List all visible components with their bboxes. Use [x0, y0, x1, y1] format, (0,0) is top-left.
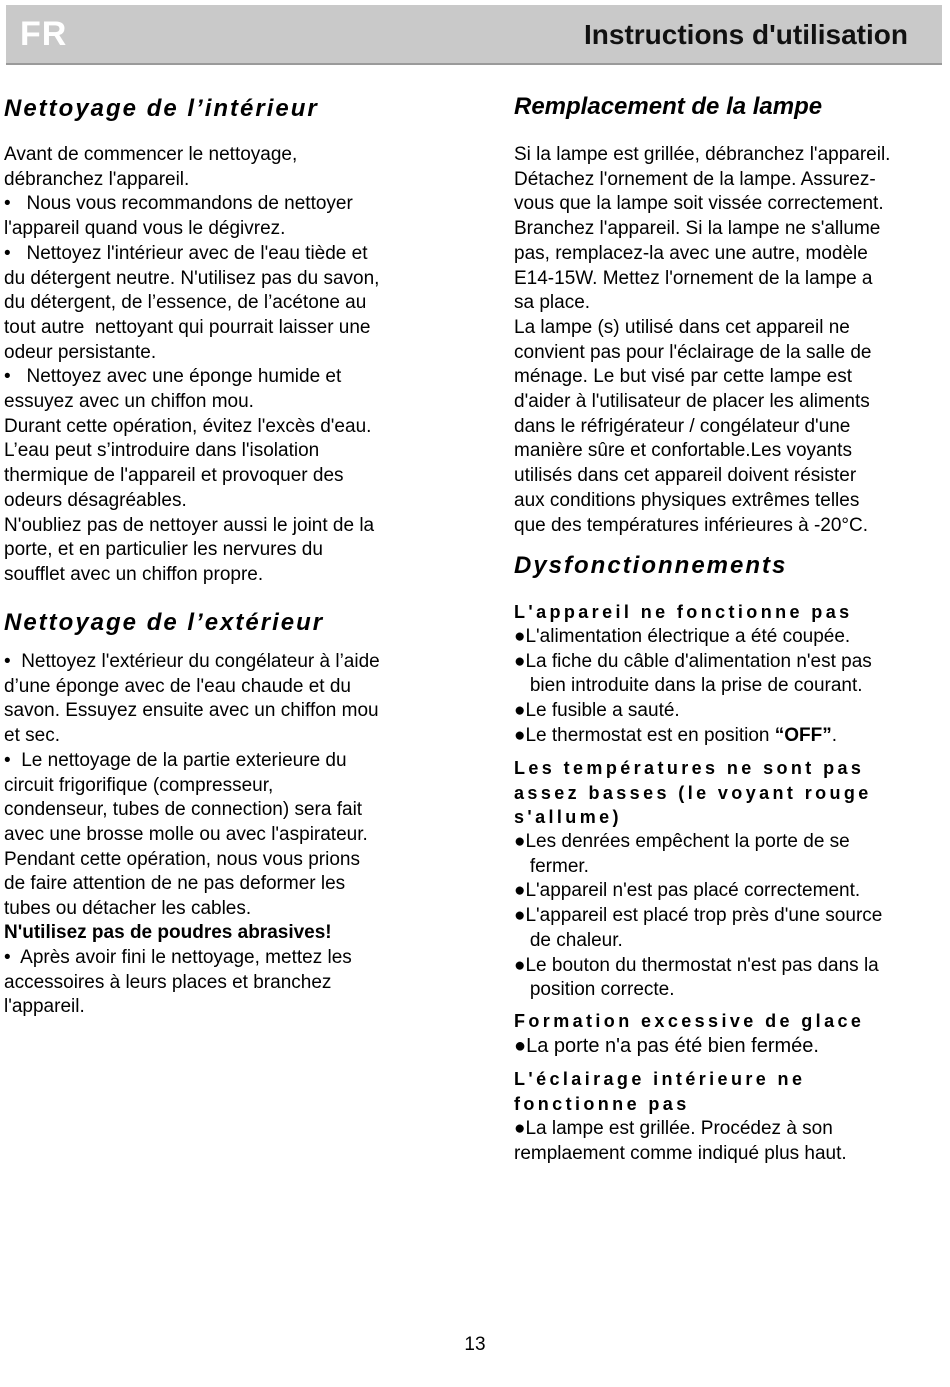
malfunctions-heading: Dysfonctionnements	[514, 552, 788, 579]
exterior-cleaning-heading: Nettoyage de l’extérieur	[4, 609, 325, 636]
header-title: Instructions d'utilisation	[584, 19, 908, 50]
thermostat-suffix: .	[831, 725, 838, 746]
malfunction-subheading-not-working: L'appareil ne fonctionne pas	[514, 602, 853, 622]
page-number: 13	[464, 1334, 486, 1355]
malfunction-subheading-lighting: L'éclairage intérieure ne fonctionne pas	[514, 1069, 806, 1114]
malfunction-list-ice: ●La porte n'a pas été bien fermée.	[514, 1035, 819, 1057]
lamp-replacement-heading: Remplacement de la lampe	[514, 93, 823, 120]
malfunction-list-temperature: ●Les denrées empêchent la porte de se fermer. ●L'appareil n'est pas placé correctement. ●L'appareil est placé trop près d'une source de chaleur. ●Le bouton du thermostat n'est pas dans la position correcte.	[514, 831, 883, 1001]
exterior-cleaning-text: • Nettoyez l'extérieur du congélateur à l’aide d’une éponge avec de l'eau chaude et du savon. Essuyez ensuite avec un chiffon mou et sec. • Le nettoyage de la partie exterieure du circuit frigorifique (compresseur, condenseur, tubes de connection) sera fait avec une brosse molle ou avec l'aspirateur. Pendant cette opération, nous vous prions de faire attention de ne pas deformer les tubes ou détacher les cables.	[4, 651, 380, 920]
language-code: FR	[20, 15, 68, 53]
malfunction-list-not-working: ●L'alimentation électrique a été coupée. ●La fiche du câble d'alimentation n'est pas bien introduite dans la prise de courant. ●Le fusible a sauté.	[514, 626, 872, 722]
interior-cleaning-heading: Nettoyage de l’intérieur	[4, 95, 319, 122]
malfunction-subheading-ice: Formation excessive de glace	[514, 1011, 865, 1031]
abrasive-warning: N'utilisez pas de poudres abrasives!	[4, 922, 332, 943]
interior-cleaning-text: Avant de commencer le nettoyage, débranchez l'appareil. • Nous vous recommandons de nettoyer l'appareil quand vous le dégivrez. • Nettoyez l'intérieur avec de l'eau tiède et du détergent neutre. N'utilisez pas du savon, du détergent, de l’essence, de l’acétone au tout autre nettoyant qui pourrait laisser une odeur persistante. • Nettoyez avec une éponge humide et essuyez avec un chiffon mou. Durant cette opération, évitez l'excès d'eau. L’eau peut s’introduire dans l'isolation thermique de l'appareil et provoquer des odeurs désagréables. N'oubliez pas de nettoyer aussi le joint de la porte, et en particulier les nervures du soufflet avec un chiffon propre.	[4, 144, 380, 585]
thermostat-off-value: “OFF”	[774, 725, 832, 746]
malfunction-subheading-temperature: Les températures ne sont pas assez basses (le voyant rouge s'allume)	[514, 758, 872, 827]
final-cleaning-text: • Après avoir fini le nettoyage, mettez les accessoires à leurs places et branchez l'appareil.	[4, 947, 352, 1018]
lamp-replacement-text: Si la lampe est grillée, débranchez l'appareil. Détachez l'ornement de la lampe. Assurez- vous que la lampe soit vissée correctement. Branchez l'appareil. Si la lampe ne s'allume pas, remplacez-la avec une autre, modèle E14-15W. Mettez l'ornement de la lampe a sa place. La lampe (s) utilisé dans cet appareil ne convient pas pour l'éclairage de la salle de ménage. Le but visé par cette lampe est d'aider à l'utilisateur de placer les aliments dans le réfrigérateur / congélateur d'une manière sûre et confortable.Les voyants utilisés dans cet appareil doivent résister aux conditions physiques extrêmes telles que des températures inférieures à -20°C.	[514, 144, 891, 536]
malfunction-thermostat-off	[514, 724, 837, 749]
malfunction-list-lighting: ●La lampe est grillée. Procédez à son remplaement comme indiqué plus haut.	[514, 1118, 847, 1164]
thermostat-text: ●Le thermostat est en position	[514, 725, 775, 746]
page-header	[6, 5, 942, 65]
